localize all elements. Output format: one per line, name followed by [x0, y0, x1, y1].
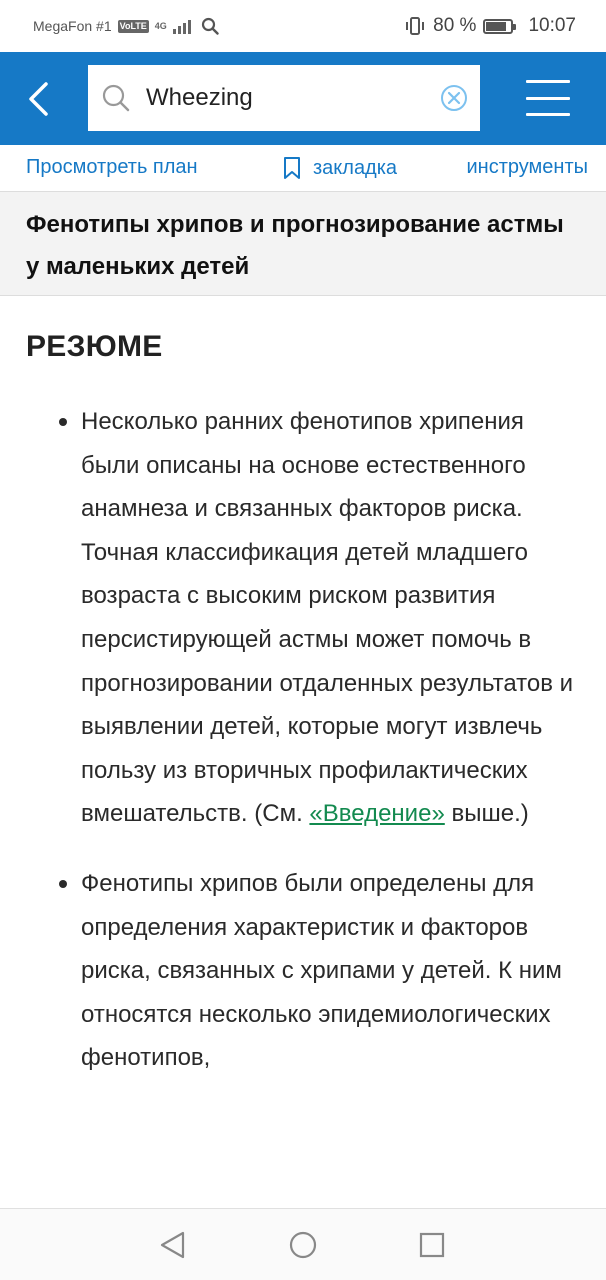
nav-home-button[interactable]	[287, 1229, 319, 1261]
article-toolbar	[0, 145, 606, 192]
clear-search-button[interactable]	[440, 84, 468, 112]
search-status-icon	[201, 17, 219, 35]
search-icon	[100, 82, 132, 114]
menu-button[interactable]	[526, 80, 570, 116]
article-content[interactable]	[0, 296, 606, 1208]
status-left	[33, 17, 219, 35]
system-nav-bar	[0, 1208, 606, 1280]
bullet-text: Несколько ранних фенотипов хрипения были описаны на основе естественного анамнеза и связанных факторов риска. Точная классификация детей младшего возраста с высоким риском развития персистирующей астмы может помочь в прогнозировании отдаленных результатов и выявлении детей, которые могут извлечь пользу из вторичных профилактических вмешательств. (См.	[81, 408, 574, 828]
nav-recents-button[interactable]	[416, 1229, 448, 1261]
battery-icon	[483, 19, 513, 34]
nav-back-button[interactable]	[157, 1229, 189, 1261]
network-type-icon: 4G	[154, 20, 167, 31]
article-title: Фенотипы хрипов и прогнозирование астмы у маленьких детей	[26, 211, 564, 280]
view-plan-link[interactable]: Просмотреть план	[26, 156, 198, 178]
back-button[interactable]	[14, 74, 64, 124]
tools-link[interactable]: инструменты	[466, 156, 588, 178]
search-input[interactable]	[146, 84, 426, 112]
bullet-tail: выше.)	[444, 800, 529, 828]
carrier-name: MegaFon #1	[33, 18, 112, 34]
back-arrow-icon	[24, 81, 54, 117]
bookmark-label: закладка	[313, 156, 398, 179]
battery-percent: 80 %	[433, 15, 477, 36]
status-bar	[0, 0, 606, 52]
bullet-text: Фенотипы хрипов были определены для определения характеристик и факторов риска, связанных с хрипами у детей. К ним относятся несколько эпидемиологических фенотипов,	[81, 869, 562, 1072]
app-bar	[0, 52, 606, 145]
clock: 10:07	[528, 15, 576, 36]
introduction-link[interactable]: «Введение»	[309, 800, 445, 828]
section-heading: РЕЗЮМЕ	[26, 330, 163, 363]
nav-home-icon	[287, 1229, 319, 1261]
nav-recents-icon	[416, 1229, 448, 1261]
vibrate-icon	[404, 16, 426, 36]
nav-back-icon	[157, 1229, 189, 1261]
volte-icon: VoLTE	[119, 20, 147, 31]
clear-icon	[440, 84, 468, 112]
menu-icon	[526, 80, 570, 83]
bookmark-icon	[283, 156, 301, 180]
search-box[interactable]	[88, 65, 480, 131]
summary-list	[26, 400, 580, 1080]
bookmark-button[interactable]	[283, 156, 397, 180]
list-item	[26, 400, 580, 836]
article-header	[0, 192, 606, 296]
list-item	[26, 862, 580, 1080]
status-right	[404, 15, 576, 37]
signal-icon	[173, 18, 191, 34]
